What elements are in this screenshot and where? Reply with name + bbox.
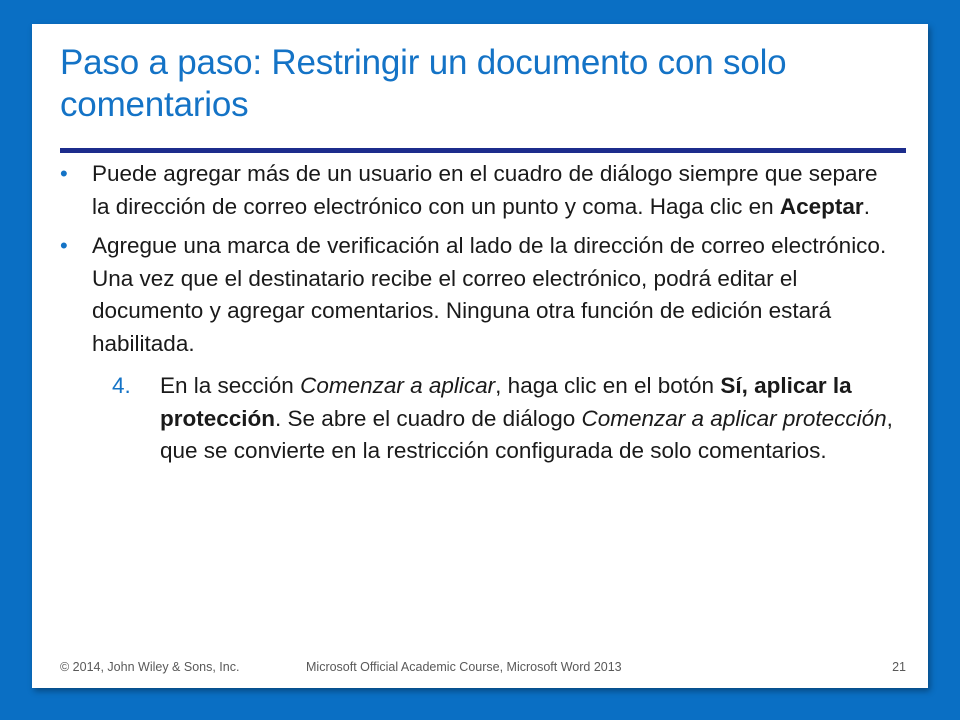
step-bold-text: Sí, aplicar la protección	[160, 373, 852, 431]
bullet-text: Puede agregar más de un usuario en el cuadro de diálogo siempre que separe la dirección de correo electrónico con un punto y coma. Haga clic en	[92, 161, 878, 219]
slide-title: Paso a paso: Restringir un documento con solo comentarios	[60, 43, 787, 124]
numbered-step	[60, 370, 900, 468]
bullet-item	[60, 158, 900, 223]
bullet-text-end: .	[863, 193, 870, 219]
bullet-marker: •	[60, 161, 68, 186]
page-number: 21	[892, 660, 906, 674]
footer-copyright: © 2014, John Wiley & Sons, Inc.	[60, 660, 240, 674]
step-text: . Se abre el cuadro de diálogo	[275, 405, 582, 431]
step-text: , haga clic en el botón	[495, 373, 721, 398]
slide-footer	[60, 660, 906, 680]
footer-course: Microsoft Official Academic Course, Microsoft Word 2013	[306, 660, 622, 674]
step-text: En la sección	[160, 373, 301, 398]
bullet-text: Agregue una marca de verificación al lado de la dirección de correo electrónico. Una vez que el destinatario recibe el correo electrónico, podrá editar el documento y agregar comentarios. Ninguna otra función de edición estará habilitada.	[92, 233, 887, 356]
step-italic-text: Comenzar a aplicar	[300, 373, 496, 398]
bullet-marker: •	[60, 233, 68, 258]
title-divider	[60, 148, 906, 153]
step-number: 4.	[112, 373, 131, 398]
bullet-bold-text: Aceptar	[779, 193, 864, 219]
slide-content	[60, 158, 900, 468]
step-italic-text: Comenzar a aplicar protección	[581, 405, 887, 431]
step-text: , que se convierte en la restricción configurada de solo comentarios.	[160, 405, 893, 463]
bullet-item	[60, 230, 900, 360]
slide	[32, 24, 928, 688]
